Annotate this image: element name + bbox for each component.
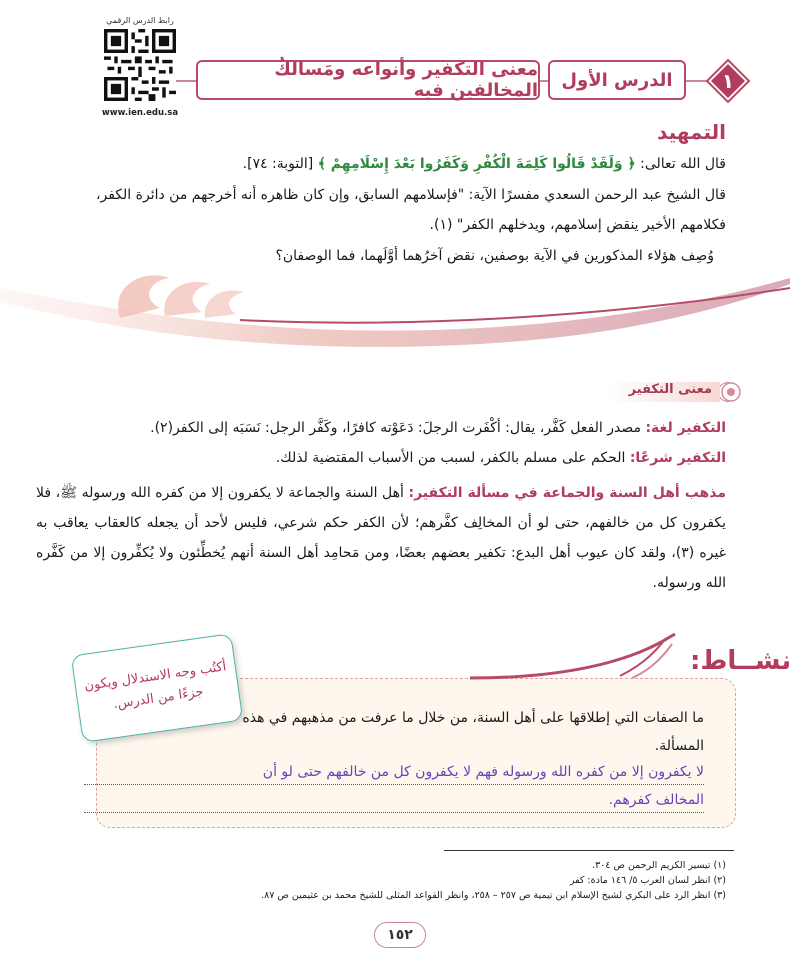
qr-block[interactable] bbox=[100, 16, 180, 128]
page-number: ١٥٢ bbox=[387, 927, 413, 943]
qr-code-icon[interactable] bbox=[104, 29, 176, 101]
saadi-paragraph: قال الشيخ عبد الرحمن السعدي مفسرًا الآية: "فإسلامهم السابق، وإن كان ظاهره أنه أخرجهم من دائرة الكفر، فكلامهم الأخير ينقض إسلامهم، ويدخلهم الكفر" (١). bbox=[95, 187, 726, 233]
footnote-divider bbox=[444, 850, 734, 851]
definition-text: مصدر الفعل كَفَّر، يقال: أكْفَرت الرجلَ: دَعَوْته كافرًا، وكَفَّر الرجل: نَسَبَه إلى الكفر(٢). bbox=[150, 420, 646, 436]
qr-url[interactable]: www.ien.edu.sa bbox=[101, 108, 179, 118]
activity-question: ما الصفات التي إطلاقها على أهل السنة، من خلال ما عرفت من مذهبهم في هذه المسألة. bbox=[242, 710, 704, 754]
madhhab-paragraph bbox=[36, 478, 726, 598]
note-text: أكتُب وجه الاستدلال ويكون جزءًا من الدرس. bbox=[83, 659, 228, 713]
footnote: (٢) انظر لسان العرب ٥/ ١٤٦ مادة: كفر bbox=[569, 875, 726, 886]
activity-flourish-icon bbox=[470, 632, 680, 684]
definition-term: التكفير شرعًا: bbox=[629, 450, 726, 466]
verse-reference: [التوبة: ٧٤]. bbox=[242, 156, 318, 172]
lesson-number: ١ bbox=[721, 69, 735, 93]
lesson-number-badge bbox=[705, 58, 751, 104]
intro-question: وُصِف هؤلاء المذكورين في الآية بوصفين، نقض آخرُهما أوَّلَهما، فما الوصفان؟ bbox=[275, 248, 714, 264]
definition-linguistic bbox=[36, 416, 726, 440]
definition-legal bbox=[36, 446, 726, 470]
concept-tag bbox=[598, 378, 748, 406]
quran-quote bbox=[66, 152, 726, 176]
madhhab-term: مذهب أهل السنة والجماعة في مسألة التكفير: bbox=[408, 485, 726, 501]
quote-prefix: قال الله تعالى: bbox=[635, 156, 726, 172]
decorative-swirl-icon bbox=[0, 258, 800, 368]
concept-label: معنى التكفير bbox=[628, 382, 712, 397]
definition-text: الحكم على مسلم بالكفر، لسبب من الأسباب المقتضية لذلك. bbox=[275, 450, 630, 466]
definition-term: التكفير لغة: bbox=[645, 420, 726, 436]
quran-verse: ﴿ وَلَقَدْ قَالُوا كَلِمَةَ الْكُفْرِ وَكَفَرُوا بَعْدَ إِسْلَامِهِمْ ﴾ bbox=[317, 156, 636, 172]
activity-title: نشــاط: bbox=[690, 646, 792, 676]
footnote: (٣) انظر الرد على البكري لشيخ الإسلام ابن تيمية ص ٢٥٧ – ٢٥٨، وانظر القواعد المثلى للشيخ محمد بن عثيمين ص ٨٧. bbox=[261, 890, 726, 901]
lesson-label: الدرس الأول bbox=[561, 69, 673, 91]
footnote: (١) تيسير الكريم الرحمن ص ٣٠٤. bbox=[592, 860, 726, 871]
answer-field-line-2[interactable]: المخالف كفرهم. bbox=[84, 788, 704, 813]
lesson-title-box bbox=[196, 60, 540, 100]
lesson-title: معنى التكفير وأنواعه ومَسالكُ المخالفين فيه bbox=[274, 59, 538, 101]
answer-field-line-1[interactable]: لا يكفرون إلا من كفره الله ورسوله فهم لا يكفرون كل من خالفهم حتى لو أن bbox=[84, 760, 704, 785]
section-title: التمهيد bbox=[657, 120, 726, 144]
madhhab-text: أهل السنة والجماعة لا يكفرون إلا من كفره الله ورسوله ﷺ، فلا يكفرون كل من خالفهم، حتى لو أن المخالِف كفَّرهم؛ لأن الكفر حكم شرعي، فليس لأحد أن يجعله كالعقاب يعاقب به غيره (٣)، ولقد كان عيوب أهل البدع: تكفير بعضهم بعضًا، ومن مَحامِد أهل السنة أنهم يُخطِّئون ولا يُكفِّرون إلا من كَفَّره الله ورسوله. bbox=[36, 485, 726, 591]
lesson-label-box bbox=[548, 60, 686, 100]
qr-caption: رابط الدرس الرقمي bbox=[106, 16, 174, 25]
page-number-box bbox=[374, 922, 426, 948]
